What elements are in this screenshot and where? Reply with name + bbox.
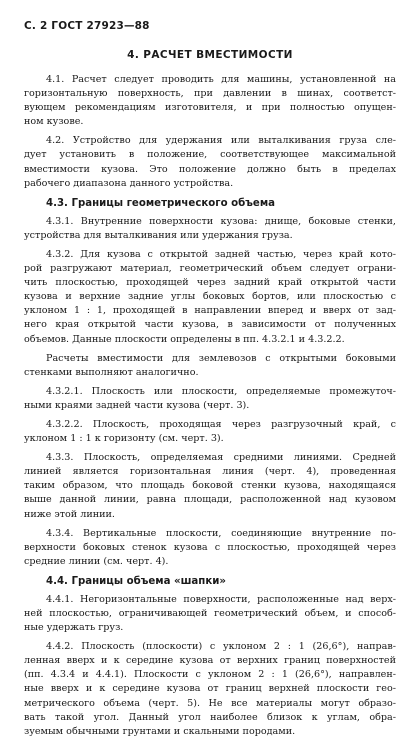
paragraph-p4_3_4 (24, 527, 396, 569)
text-line: него края открытой части кузова, в зависимости от полученных (24, 319, 396, 331)
text-line: ниже этой линии. (24, 508, 115, 520)
text-line: ном кузове. (24, 116, 84, 128)
text-line: выше данной линии, равна площади, расположенной над кузовом (24, 494, 396, 506)
paragraph-p4_3_2 (24, 248, 396, 347)
text-line: дует установить в положение, соответствующее максимальной (24, 149, 396, 161)
text-line: чить плоскостью, проходящей через задний край открытой части (24, 277, 396, 289)
document-body (24, 73, 396, 739)
text-line: ленная вверх и к середине кузова от верхних границ поверхностей (24, 655, 396, 667)
text-line: вать такой угол. Данный угол наиболее близок к углам, обра- (24, 711, 396, 723)
subsection-heading: 4.3. Границы геометрического объема (46, 197, 276, 209)
text-line: 4.1. Расчет следует проводить для машины, установленной на (46, 74, 396, 85)
text-line: 4.4.2. Плоскость (плоскости) с уклоном 2 : 1 (26,6°), направ- (46, 641, 396, 653)
text-line: 4.3.4. Вертикальные плоскости, соединяющие внутренние по- (46, 527, 396, 539)
paragraph-p4_4_1 (24, 593, 396, 635)
page-header: С. 2 ГОСТ 27923—88 (24, 20, 150, 32)
text-line: стенками выполняют аналогично. (24, 366, 199, 378)
text-line: 4.3.2.1. Плоскость или плоскости, определяемые промежуточ- (46, 385, 396, 397)
text-line: таким образом, что площадь боковой стенки кузова, находящаяся (24, 480, 396, 492)
text-line: вующем рекомендациям изготовителя, и при полностью опущен- (24, 102, 396, 114)
text-line: Расчеты вместимости для землевозов с открытыми боковыми (46, 352, 396, 364)
text-line: ными краями задней части кузова (черт. 3). (24, 399, 250, 411)
text-line: 4.3.2. Для кузова с открытой задней частью, через край кото- (46, 248, 396, 260)
paragraph-p4_3_2_note (24, 352, 396, 380)
text-line: линией является горизонтальная линия (черт. 4), проведенная (24, 466, 396, 478)
text-line: 4.2. Устройство для удержания или выталкивания груза сле- (46, 135, 396, 147)
text-line: рабочего диапазона данного устройства. (24, 177, 234, 189)
text-line: 4.3.2.2. Плоскость, проходящая через разгрузочный край, с (46, 418, 396, 430)
text-line: средние линии (см. черт. 4). (24, 555, 169, 567)
paragraph-p4_3_1 (24, 215, 396, 243)
text-line: 4.3.1. Внутренние поверхности кузова: днище, боковые стенки, (46, 215, 396, 227)
text-line: уклоном 1 : 1 к горизонту (см. черт. 3). (24, 433, 224, 445)
text-line: уклоном 1 : 1, проходящей в направлении вперед и вверх от зад- (24, 305, 396, 317)
paragraph-p4_3_2_2 (24, 418, 396, 446)
paragraph-p4_4_2 (24, 640, 396, 739)
text-line: (пп. 4.3.4 и 4.4.1). Плоскости с уклоном 2 : 1 (26,6°), направлен- (24, 669, 396, 681)
text-line: зуемым обычными грунтами и скальными породами. (24, 725, 296, 737)
text-line: метрического объема (черт. 5). Не все материалы могут образо- (24, 697, 396, 709)
text-line: вместимости кузова. Это положение должно быть в пределах (24, 163, 396, 175)
section-title: 4. РАСЧЕТ ВМЕСТИМОСТИ (127, 49, 293, 61)
text-line: 4.4.1. Негоризонтальные поверхности, расположенные над верх- (46, 593, 396, 605)
text-line: устройства для выталкивания или удержания груза. (24, 229, 293, 241)
text-line: ней плоскостью, ограничивающей геометрический объем, и способ- (24, 608, 396, 619)
text-line: верхности боковых стенок кузова с плоскостью, проходящей через (24, 541, 396, 553)
text-line: рой разгружают материал, геометрический объем следует ограни- (24, 263, 396, 275)
text-line: кузова и верхние задние углы боковых бортов, или плоскостью с (24, 291, 396, 303)
paragraph-p4_1 (24, 73, 396, 129)
text-line: ные вверх и к середине кузова от границ верхней плоскости гео- (24, 683, 396, 695)
text-line: 4.3.3. Плоскость, определяемая средними линиями. Средней (46, 452, 396, 464)
paragraph-p4_3_2_1 (24, 385, 396, 413)
paragraph-p4_3_3 (24, 451, 396, 521)
text-line: ные удержать груз. (24, 622, 124, 634)
text-line: объемов. Данные плоскости определены в пп. 4.3.2.1 и 4.3.2.2. (24, 333, 345, 345)
text-line: горизонтальную поверхность, при давлении в шинах, соответст- (24, 88, 396, 100)
subsection-heading: 4.4. Границы объема «шапки» (46, 575, 226, 587)
paragraph-p4_2 (24, 134, 396, 190)
